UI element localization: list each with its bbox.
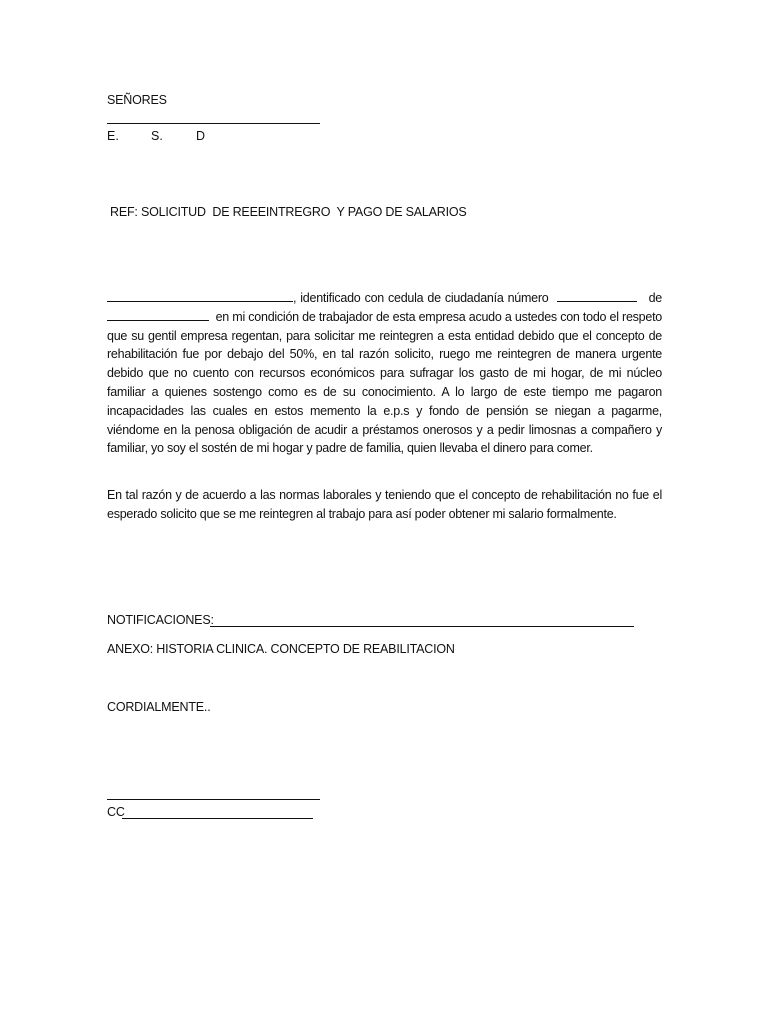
- cc-blank-line: [122, 818, 313, 819]
- esd-d: D: [196, 129, 206, 143]
- closing-line: CORDIALMENTE..: [107, 700, 211, 714]
- city-blank: [107, 309, 209, 321]
- signature-line: [107, 799, 320, 800]
- esd-e: E.: [107, 129, 119, 143]
- reference-line: REF: SOLICITUD DE REEEINTREGRO Y PAGO DE SALARIOS: [110, 205, 467, 219]
- addressee-label: SEÑORES: [107, 93, 167, 107]
- name-blank: [107, 290, 293, 302]
- body-p1-a: , identificado con cedula de ciudadanía número: [293, 291, 549, 305]
- notifications-blank-line: [210, 626, 634, 627]
- esd-line: [107, 128, 227, 144]
- esd-s: S.: [151, 129, 163, 143]
- body-p1-b: de: [648, 291, 662, 305]
- id-number-blank: [557, 290, 637, 302]
- body-p1-c: en mi condición de trabajador de esta empresa acudo a ustedes con todo el respeto que su gentil empresa regentan, para solicitar me reintegren a esta entidad debido que el concepto de rehabilitación fue por debajo del 50%, en tal razón solicito, ruego me reintegren de manera urgente debido que no cuento con recursos económicos para sufragar los gasto de mi hogar, de mi núcleo familiar a quienes sostengo como es de su conocimiento. A lo largo de este tiempo me pagaron incapacidades las cuales en estos memento la e.p.s y fondo de pensión se niegan a pagarme, viéndome en la penosa obligación de acudir a préstamos onerosos y a pedir limosnas a compañero y familiar, yo soy el sostén de mi hogar y padre de familia, quien llevaba el dinero para comer.: [107, 309, 663, 456]
- notifications-label: NOTIFICACIONES:: [107, 613, 214, 627]
- annex-line: ANEXO: HISTORIA CLINICA. CONCEPTO DE REABILITACION: [107, 642, 455, 656]
- cc-label: CC: [107, 805, 125, 819]
- body-paragraph-1: [107, 289, 662, 458]
- body-paragraph-2: En tal razón y de acuerdo a las normas laborales y teniendo que el concepto de rehabilitación no fue el esperado solicito que se me reintegren al trabajo para así poder obtener mi salario formalmente.: [107, 488, 662, 521]
- addressee-blank-line: [107, 123, 320, 124]
